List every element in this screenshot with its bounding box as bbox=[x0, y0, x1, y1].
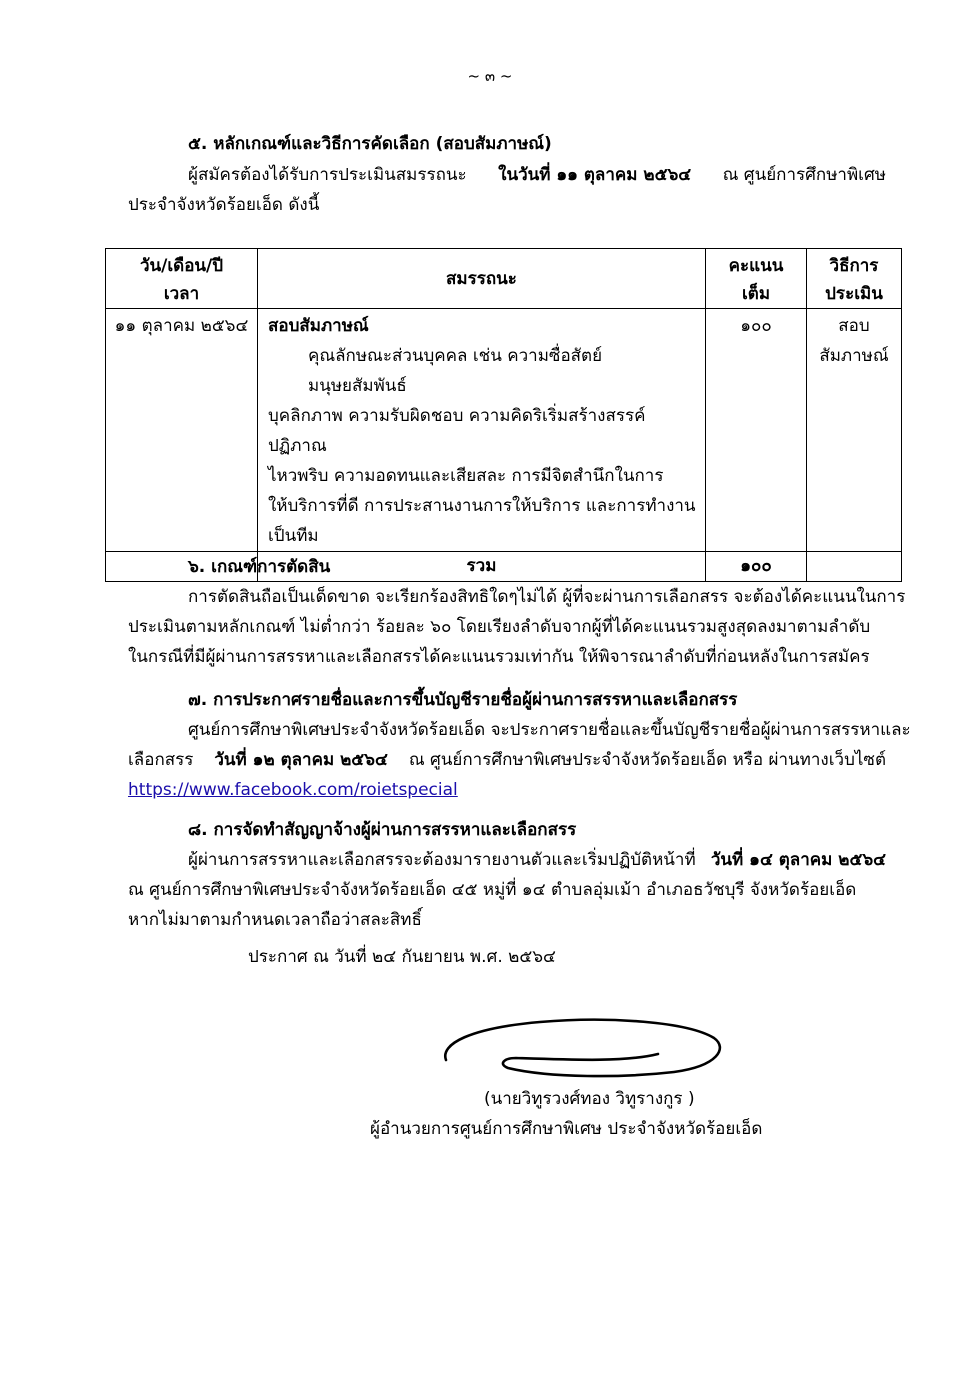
section-7-line-2 bbox=[128, 748, 886, 772]
section-7-text-a: เลือกสรร bbox=[128, 750, 194, 770]
signer-name: (นายวิทูรวงศ์ทอง วิทูรางกูร ) bbox=[484, 1089, 695, 1109]
section-8-text-a: ผู้ผ่านการสรรหาและเลือกสรรจะต้องมารายงานตัวและเริ่มปฏิบัติหน้าที่ bbox=[188, 850, 696, 870]
table-row bbox=[106, 309, 902, 552]
signature bbox=[436, 1014, 726, 1086]
competency-table bbox=[105, 248, 902, 582]
row-score: ๑๐๐ bbox=[706, 309, 807, 552]
header-date bbox=[106, 249, 258, 309]
section-8-line-1 bbox=[188, 848, 886, 872]
announcement-date: ประกาศ ณ วันที่ ๒๔ กันยายน พ.ศ. ๒๕๖๔ bbox=[248, 947, 556, 967]
row-date: ๑๑ ตุลาคม ๒๕๖๔ bbox=[106, 309, 258, 552]
section-7-heading: ๗. การประกาศรายชื่อและการขึ้นบัญชีรายชื่อผู้ผ่านการสรรหาและเลือกสรร bbox=[188, 690, 738, 710]
section-7-line-1: ศูนย์การศึกษาพิเศษประจำจังหวัดร้อยเอ็ด จะประกาศรายชื่อและขึ้นบัญชีรายชื่อผู้ผ่านการสรรหาและ bbox=[188, 720, 911, 740]
section-5-text-c: ณ ศูนย์การศึกษาพิเศษ bbox=[722, 165, 886, 185]
row-title: สอบสัมภาษณ์ bbox=[268, 316, 369, 336]
section-8-line-2: ณ ศูนย์การศึกษาพิเศษประจำจังหวัดร้อยเอ็ด ๔๕ หมู่ที่ ๑๔ ตำบลอุ่มเม้า อำเภอธวัชบุรี จังหวัดร้อยเอ็ด bbox=[128, 880, 857, 900]
section-6-line-3: ในกรณีที่มีผู้ผ่านการสรรหาและเลือกสรรได้คะแนนรวมเท่ากัน ให้พิจารณาลำดับที่ก่อนหลังในการสมัคร bbox=[128, 647, 870, 667]
row-method-line-2: สัมภาษณ์ bbox=[819, 346, 889, 366]
section-5-paragraph-line-2: ประจำจังหวัดร้อยเอ็ด ดังนี้ bbox=[128, 195, 320, 215]
facebook-link[interactable]: https://www.facebook.com/roietspecial bbox=[128, 780, 458, 800]
section-6-line-2: ประเมินตามหลักเกณฑ์ ไม่ต่ำกว่า ร้อยละ ๖๐ โดยเรียงลำดับจากผู้ที่ได้คะแนนรวมสูงสุดลงมาตามลำดับ bbox=[128, 617, 871, 637]
row-desc-3: ไหวพริบ ความอดทนและเสียสละ การมีจิตสำนึกในการ bbox=[268, 466, 664, 486]
signer-position: ผู้อำนวยการศูนย์การศึกษาพิเศษ ประจำจังหวัดร้อยเอ็ด bbox=[370, 1119, 763, 1139]
row-desc-2: บุคลิกภาพ ความรับผิดชอบ ความคิดริเริ่มสร้างสรรค์ ปฏิภาณ bbox=[268, 406, 646, 456]
row-method-line-1: สอบ bbox=[838, 316, 870, 336]
section-7-text-c: ณ ศูนย์การศึกษาพิเศษประจำจังหวัดร้อยเอ็ด หรือ ผ่านทางเว็บไซต์ bbox=[408, 750, 886, 770]
header-date-line-1: วัน/เดือน/ปี bbox=[139, 256, 224, 276]
header-date-line-2: เวลา bbox=[163, 284, 200, 304]
table-header-row bbox=[106, 249, 902, 309]
header-score bbox=[706, 249, 807, 309]
section-5-date: ในวันที่ ๑๑ ตุลาคม ๒๕๖๔ bbox=[498, 165, 692, 185]
total-method-empty-cell bbox=[807, 552, 902, 582]
total-score: ๑๐๐ bbox=[706, 552, 807, 582]
header-competency: สมรรถนะ bbox=[258, 249, 706, 309]
row-desc-5: เป็นทีม bbox=[268, 526, 319, 546]
header-method bbox=[807, 249, 902, 309]
header-method-line-1: วิธีการ bbox=[829, 256, 879, 276]
row-method bbox=[807, 309, 902, 552]
section-6-line-1: การตัดสินถือเป็นเด็ดขาด จะเรียกร้องสิทธิใดๆไม่ได้ ผู้ที่จะผ่านการเลือกสรร จะต้องได้คะแนนในการ bbox=[188, 587, 906, 607]
header-score-line-1: คะแนน bbox=[728, 256, 784, 276]
section-5-paragraph-line-1 bbox=[188, 163, 886, 187]
header-score-line-2: เต็ม bbox=[741, 284, 771, 304]
section-7-date: วันที่ ๑๒ ตุลาคม ๒๕๖๔ bbox=[214, 750, 388, 770]
row-desc-4: ให้บริการที่ดี การประสานงานการให้บริการ และการทำงาน bbox=[268, 496, 696, 516]
section-8-line-3: หากไม่มาตามกำหนดเวลาถือว่าสละสิทธิ์ bbox=[128, 910, 422, 930]
row-desc-1: คุณลักษณะส่วนบุคคล เช่น ความซื่อสัตย์ มนุษยสัมพันธ์ bbox=[308, 346, 603, 396]
section-8-heading: ๘. การจัดทำสัญญาจ้างผู้ผ่านการสรรหาและเลือกสรร bbox=[188, 820, 577, 840]
section-8-date: วันที่ ๑๔ ตุลาคม ๒๕๖๔ bbox=[710, 850, 886, 870]
page-number: ~ ๓ ~ bbox=[467, 67, 513, 85]
total-label: รวม bbox=[258, 552, 706, 582]
section-6-heading: ๖. เกณฑ์การตัดสิน bbox=[188, 557, 331, 577]
section-5-heading: ๕. หลักเกณฑ์และวิธีการคัดเลือก (สอบสัมภาษณ์) bbox=[188, 134, 552, 154]
row-competency bbox=[258, 309, 706, 552]
section-5-text-a: ผู้สมัครต้องได้รับการประเมินสมรรถนะ bbox=[188, 165, 467, 185]
header-method-line-2: ประเมิน bbox=[825, 284, 883, 304]
